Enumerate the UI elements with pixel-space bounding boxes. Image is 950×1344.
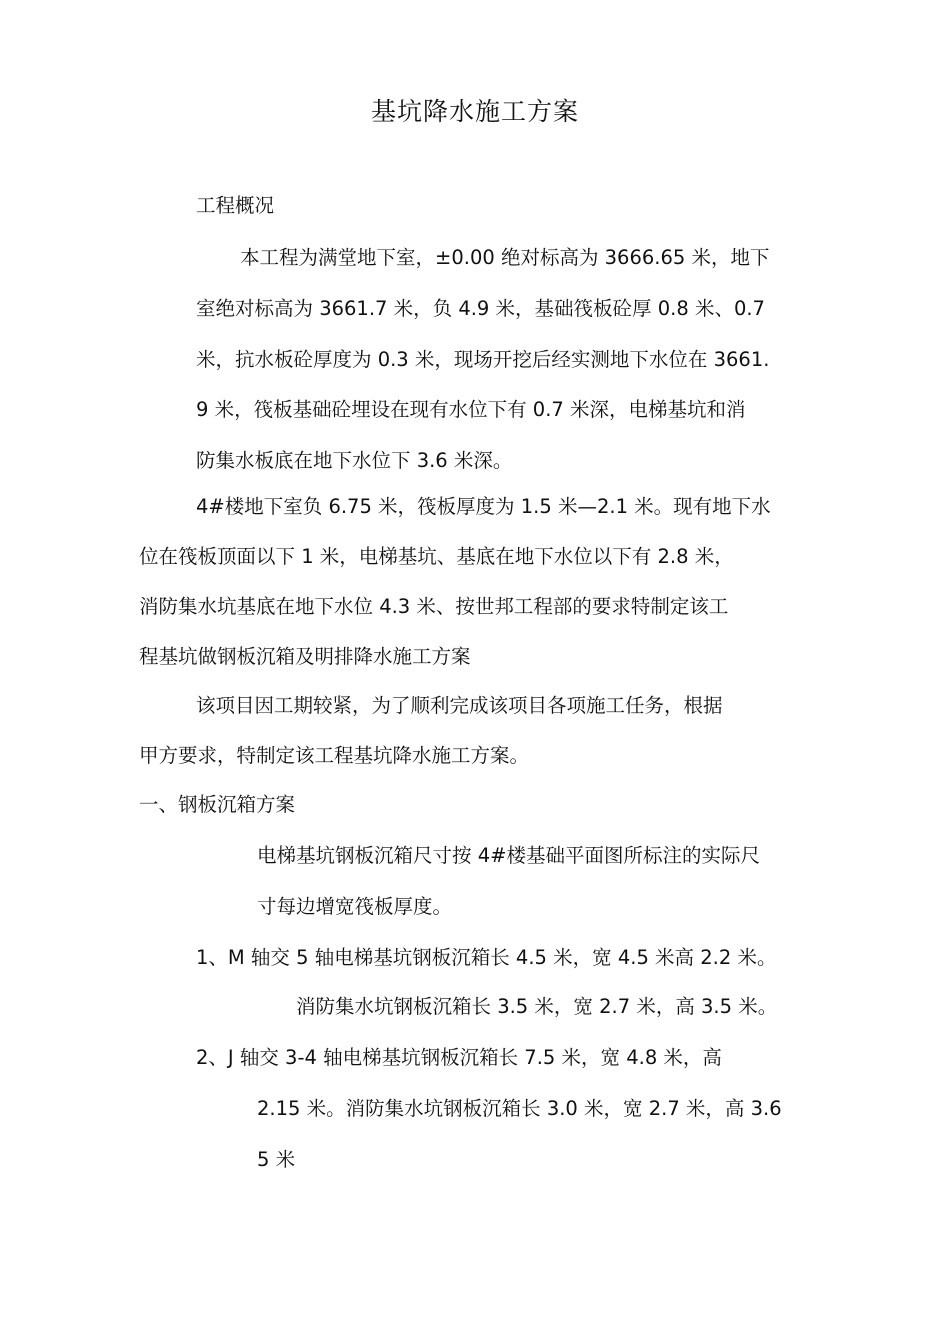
list-item-2: 2、J 轴交 3-4 轴电梯基坑钢板沉箱长 7.5 米，宽 4.8 米，高 xyxy=(196,1046,722,1069)
list-item-2-cont: 5 米 xyxy=(257,1148,296,1171)
paragraph-line: 程基坑做钢板沉箱及明排降水施工方案 xyxy=(139,645,471,668)
paragraph-line: 消防集水坑基底在地下水位 4.3 米、按世邦工程部的要求特制定该工 xyxy=(139,595,729,618)
paragraph-line: 该项目因工期较紧，为了顺利完成该项目各项施工任务，根据 xyxy=(196,694,723,717)
paragraph-line: 米，抗水板砼厚度为 0.3 米，现场开挖后经实测地下水位在 3661. xyxy=(196,348,770,371)
paragraph-line: 室绝对标高为 3661.7 米，负 4.9 米，基础筏板砼厚 0.8 米、0.7 xyxy=(196,297,765,320)
paragraph-line: 寸每边增宽筏板厚度。 xyxy=(257,895,453,918)
paragraph-line: 位在筏板顶面以下 1 米，电梯基坑、基底在地下水位以下有 2.8 米， xyxy=(139,545,734,568)
paragraph-line: 防集水板底在地下水位下 3.6 米深。 xyxy=(196,449,513,472)
paragraph-line: 9 米，筏板基础砼埋设在现有水位下有 0.7 米深，电梯基坑和消 xyxy=(196,398,746,421)
section-heading-one: 一、钢板沉箱方案 xyxy=(139,793,296,816)
paragraph-line: 本工程为满堂地下室，±0.00 绝对标高为 3666.65 米，地下 xyxy=(240,246,770,269)
paragraph-line: 4#楼地下室负 6.75 米，筏板厚度为 1.5 米—2.1 米。现有地下水 xyxy=(196,495,771,518)
section-heading-overview: 工程概况 xyxy=(196,194,275,217)
paragraph-line: 甲方要求，特制定该工程基坑降水施工方案。 xyxy=(139,744,530,767)
list-item-1: 1、M 轴交 5 轴电梯基坑钢板沉箱长 4.5 米，宽 4.5 米高 2.2 米。 xyxy=(196,946,777,969)
list-item-1-sub: 消防集水坑钢板沉箱长 3.5 米，宽 2.7 米，高 3.5 米。 xyxy=(296,995,778,1018)
document-title: 基坑降水施工方案 xyxy=(370,97,579,126)
list-item-2-cont: 2.15 米。消防集水坑钢板沉箱长 3.0 米，宽 2.7 米，高 3.6 xyxy=(257,1097,782,1120)
paragraph-line: 电梯基坑钢板沉箱尺寸按 4#楼基础平面图所标注的实际尺 xyxy=(257,844,760,867)
